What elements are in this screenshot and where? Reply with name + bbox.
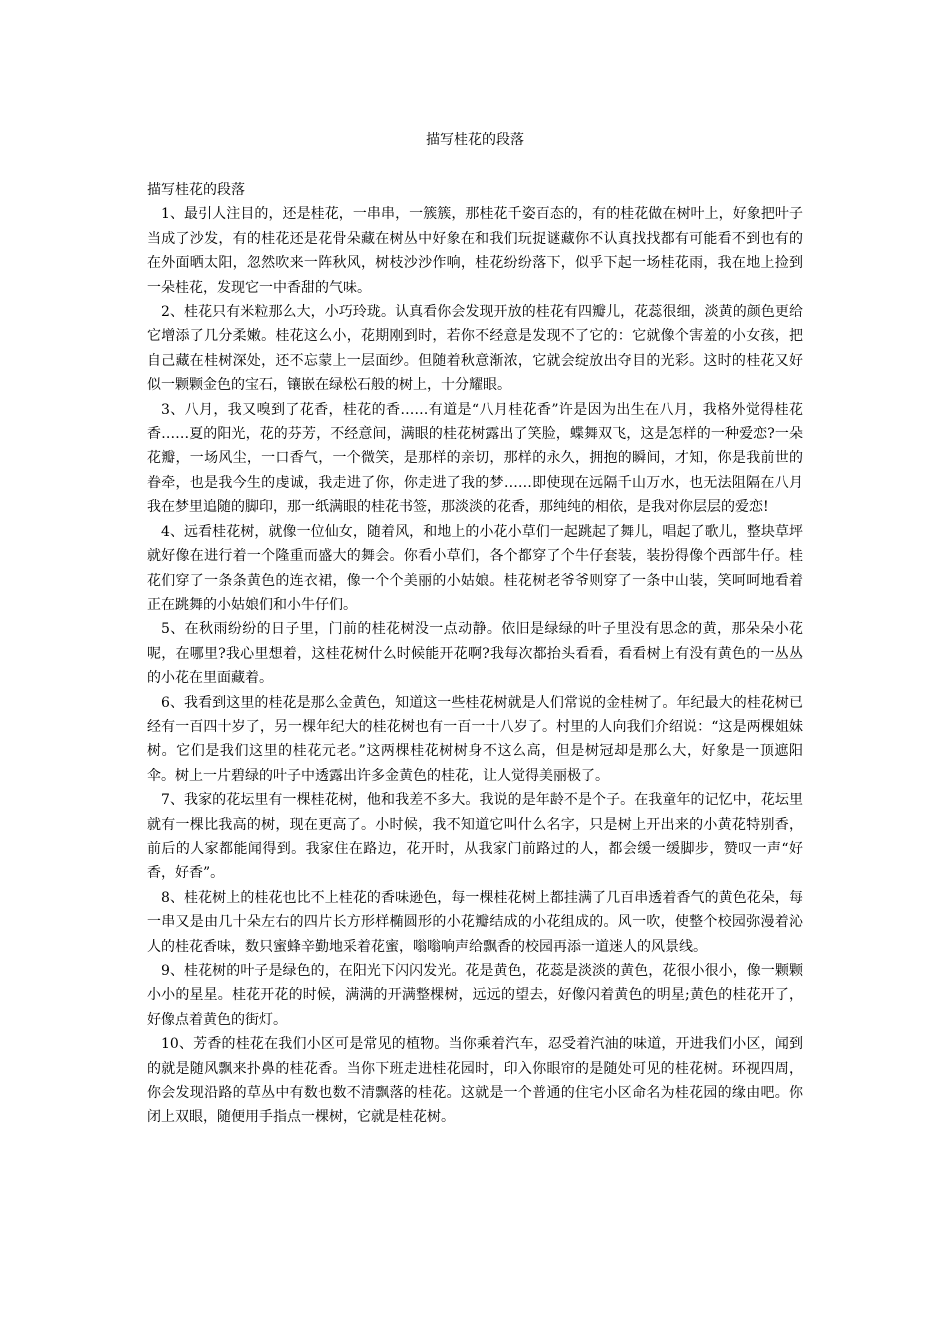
paragraph-8: 8、桂花树上的桂花也比不上桂花的香味逊色，每一棵桂花树上都挂满了几百串透着香气的黄色花朵，每一串又是由几十朵左右的四片长方形样椭圆形的小花瓣结成的小花组成的。风一吹，使整个校园弥漫着沁人的桂花香味，数只蜜蜂辛勤地采着花蜜，嗡嗡响声给飘香的校园再添一道迷人的风景线。 <box>147 889 803 955</box>
paragraph-7: 7、我家的花坛里有一棵桂花树，他和我差不多大。我说的是年龄不是个子。在我童年的记忆中，花坛里就有一棵比我高的树，现在更高了。小时候，我不知道它叫什么名字，只是树上开出来的小黄花特别香，前后的人家都能闻得到。我家住在路边，花开时，从我家门前路过的人，都会缓一缓脚步，赞叹一声“好香，好香”。 <box>147 792 803 882</box>
paragraph-3: 3、八月，我又嗅到了花香，桂花的香……有道是“八月桂花香”许是因为出生在八月，我格外觉得桂花香……夏的阳光，花的芬芳，不经意间，满眼的桂花树露出了笑脸，蝶舞双飞，这是怎样的一种爱恋?一朵花瓣，一场风尘，一口香气，一个微笑，是那样的亲切，那样的永久，拥抱的瞬间，才知，你是我前世的眷牵，也是我今生的虔诚，我走进了你，你走进了我的梦……即使现在远隔千山万水，也无法阻隔在八月我在梦里追随的脚印，那一纸满眼的桂花书签，那淡淡的花香，那纯纯的相依，是我对你层层的爱恋! <box>147 401 803 516</box>
paragraph-4: 4、远看桂花树，就像一位仙女，随着风，和地上的小花小草们一起跳起了舞儿，唱起了歌儿，整块草坪就好像在进行着一个隆重而盛大的舞会。你看小草们，各个都穿了个牛仔套装，装扮得像个西部牛仔。桂花们穿了一条条黄色的连衣裙，像一个个美丽的小姑娘。桂花树老爷爷则穿了一条中山装，笑呵呵地看着正在跳舞的小姑娘们和小牛仔们。 <box>147 523 803 613</box>
paragraph-5: 5、在秋雨纷纷的日子里，门前的桂花树没一点动静。依旧是绿绿的叶子里没有思念的黄，那朵朵小花呢，在哪里?我心里想着，这桂花树什么时候能开花啊?我每次都抬头看看，看看树上有没有黄色的一丛丛的小花在里面藏着。 <box>147 621 803 687</box>
document-title: 描写桂花的段落 <box>426 132 524 148</box>
paragraph-9: 9、桂花树的叶子是绿色的，在阳光下闪闪发光。花是黄色，花蕊是淡淡的黄色，花很小很小，像一颗颗小小的星星。桂花开花的时候，满满的开满整棵树，远远的望去，好像闪着黄色的明星;黄色的桂花开了，好像点着黄色的街灯。 <box>147 963 803 1028</box>
paragraph-10: 10、芳香的桂花在我们小区可是常见的植物。当你乘着汽车，忍受着汽油的味道，开进我们小区，闻到的就是随风飘来扑鼻的桂花香。当你下班走进桂花园时，印入你眼帘的是随处可见的桂花树。环视四周，你会发现沿路的草丛中有数也数不清飘落的桂花。这就是一个普通的住宅小区命名为桂花园的缘由吧。你闭上双眼，随便用手指点一棵树，它就是桂花树。 <box>147 1036 803 1126</box>
paragraph-6: 6、我看到这里的桂花是那么金黄色，知道这一些桂花树就是人们常说的金桂树了。年纪最大的桂花树已经有一百四十岁了，另一棵年纪大的桂花树也有一百一十八岁了。村里的人向我们介绍说：“这是两棵姐妹树。它们是我们这里的桂花元老。”这两棵桂花树树身不这么高，但是树冠却是那么大，好象是一顶遮阳伞。树上一片碧绿的叶子中透露出许多金黄色的桂花，让人觉得美丽极了。 <box>147 694 803 784</box>
paragraph-1: 1、最引人注目的，还是桂花，一串串，一簇簇，那桂花千姿百态的，有的桂花做在树叶上，好象把叶子当成了沙发，有的桂花还是花骨朵藏在树丛中好象在和我们玩捉谜藏你不认真找找都有可能看不到也有的在外面晒太阳，忽然吹来一阵秋风，树枝沙沙作响，桂花纷纷落下，似乎下起一场桂花雨，我在地上捡到一朵桂花，发现它一中香甜的气味。 <box>147 206 803 296</box>
section-heading: 描写桂花的段落 <box>147 182 245 198</box>
paragraph-2: 2、桂花只有米粒那么大，小巧玲珑。认真看你会发现开放的桂花有四瓣儿，花蕊很细，淡黄的颜色更给它增添了几分柔嫩。桂花这么小，花期刚到时，若你不经意是发现不了它的：它就像个害羞的小女孩，把自己藏在桂树深处，还不忘蒙上一层面纱。但随着秋意渐浓，它就会绽放出夺目的光彩。这时的桂花又好似一颗颗金色的宝石，镶嵌在绿松石般的树上，十分耀眼。 <box>147 304 803 394</box>
document-body <box>147 178 803 1130</box>
